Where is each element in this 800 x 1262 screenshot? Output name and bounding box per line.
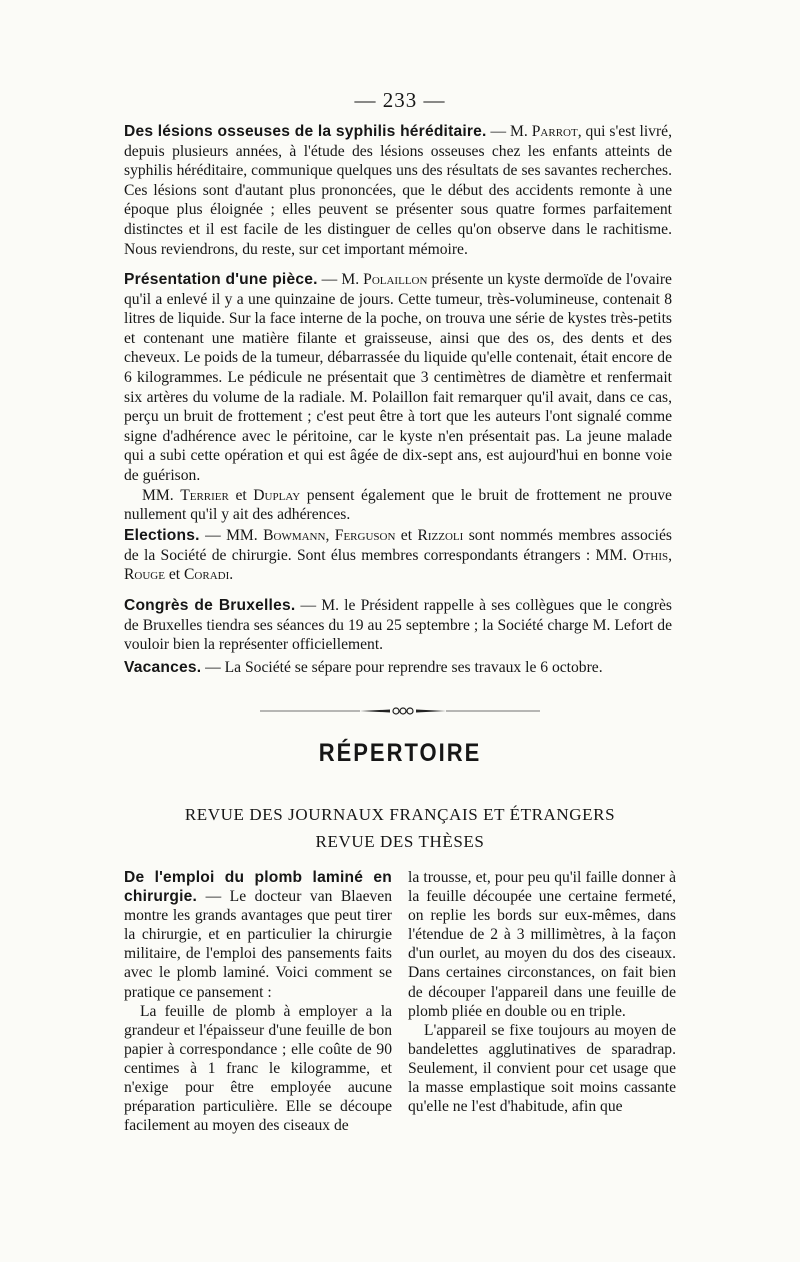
section-heading: Elections. <box>124 527 200 544</box>
revue-subtitle-1: REVUE DES JOURNAUX FRANÇAIS ET ÉTRANGERS <box>184 805 616 824</box>
section-vacances <box>124 658 672 678</box>
names-prefix: — MM. <box>205 527 258 544</box>
section-heading: Congrès de Bruxelles. <box>124 597 296 614</box>
member-name: Ferguson <box>334 527 396 544</box>
conjunction: et <box>168 566 181 584</box>
article-paragraph: L'appareil se fixe toujours au moyen de bandelettes agglutinatives de sparadrap. Seulement, il convient pour cet usage que la masse emplastique soit moins cassante qu'elle ne l'est d'habitude, afin que <box>408 1021 676 1116</box>
member-name: Othis, <box>632 546 672 564</box>
author-name: Polaillon <box>363 271 428 288</box>
section-heading: Vacances. <box>124 659 202 676</box>
article-column-left <box>124 868 392 1135</box>
member-name: Bowmann, <box>263 527 330 544</box>
section-text: — M. le Président rappelle à ses collègues que le congrès de Bruxelles tiendra ses séances du 19 au 25 septembre ; la Société charge M. Lefort de vouloir bien la représenter officiellement. <box>124 597 672 654</box>
article-heading: De l'emploi du plomb laminé en chirurgie. <box>124 869 392 906</box>
article-paragraph: la trousse, et, pour peu qu'il faille donner à la feuille découpée une certaine fermeté, on replie les bords sur eux-mêmes, dans l'étendue de 2 à 3 millimètres, à la façon d'un ourlet, au moyen du dos des ciseaux. Dans certaines circonstances, on fait bien de découper l'appareil dans une feuille de plomb pliée en double ou en triple. <box>408 869 676 1020</box>
page-number: — 233 — <box>354 88 446 112</box>
section-text: présente un kyste dermoïde de l'ovaire qu'il a enlevé il y a une quinzaine de jours. Cette tumeur, très-volumineuse, contenait 8 litres de liquide. Sur la face interne de la poche, on trouva une série de kystes très-petits et contenant une matière filante et graisseuse, ainsi que des os, des dents et des cheveux. Le poids de la tumeur, débarrassée du liquide qu'elle contenait, était encore de 6 kilogrammes. Le pédicule ne présentait que 3 centimètres de diamètre et renfermait six artères du volume de la radiale. M. Polaillon fait remarquer qu'il avait, dans ce cas, perçu un bruit de frottement ; c'est peut être à tort que les auteurs l'ont signalé comme signe d'adhérence avec le péritoine, car le kyste n'en présentait pas. La jeune malade qui a subi cette opération et qui est âgée de dix-sept ans, est aujourd'hui en bonne voie de guérison. <box>124 271 672 484</box>
conjunction: et <box>235 486 247 504</box>
revue-subtitle-2: REVUE DES THÈSES <box>315 832 485 851</box>
section-text: — La Société se sépare pour reprendre ses travaux le 6 octobre. <box>205 659 603 676</box>
ornamental-divider <box>250 706 550 716</box>
section-text: pensent également que le bruit de frottement ne prouve nullement qu'il y ait des adhérences. <box>124 486 672 524</box>
section-elections <box>124 526 672 585</box>
author-name: Terrier <box>180 486 229 504</box>
section-text: qui s'est livré, depuis plusieurs années, à l'étude des lésions osseuses chez les enfants atteints de syphilis héréditaire, communique quelques uns des résultats de ses savantes recherches. Ces lésions sont d'autant plus prononcées, que le début des accidents remonte à une époque plus éloignée ; elles peuvent se présenter sous quatre formes parfaitement distinctes et il est facile de les distinguer de celles qu'on observe dans le rachitisme. Nous reviendrons, du reste, sur cet important mémoire. <box>124 123 672 258</box>
section-heading: Présentation d'une pièce. <box>124 271 318 288</box>
article-paragraph: — Le docteur van Blaeven montre les grands avantages que peut tirer la chirurgie, et en particulier la chirurgie militaire, de l'emploi des pansements faits avec le plomb laminé. Voici comment se pratique ce pansement : <box>124 888 393 1001</box>
section-lesions <box>124 122 672 259</box>
author-prefix: — M. <box>321 271 360 288</box>
section-heading: Des lésions osseuses de la syphilis héréditaire. <box>124 123 487 140</box>
names-prefix: MM. <box>142 486 174 504</box>
section-presentation <box>124 270 672 525</box>
member-name: Coradi. <box>184 566 234 584</box>
author-name: Parrot, <box>531 123 582 140</box>
author-prefix: — M. <box>490 123 528 140</box>
article-paragraph: La feuille de plomb à employer a la grandeur et l'épaisseur d'une feuille de bon papier à correspondance ; elle coûte de 90 centimes à 1 franc le kilogramme, et n'exige pour être employée aucune préparation particulière. Elle se découpe facilement au moyen des ciseaux de <box>124 1002 392 1135</box>
author-name: Duplay <box>253 486 301 504</box>
member-name: Rizzoli <box>417 527 464 544</box>
repertoire-title: RÉPERTOIRE <box>318 738 482 767</box>
article-column-right <box>408 868 676 1116</box>
conjunction: et <box>400 527 413 544</box>
section-text: sont nommés membres associés de la Société de chirurgie. Sont élus membres correspondants étrangers : MM. <box>124 527 673 564</box>
member-name: Rouge <box>124 566 165 584</box>
section-congres <box>124 596 672 655</box>
